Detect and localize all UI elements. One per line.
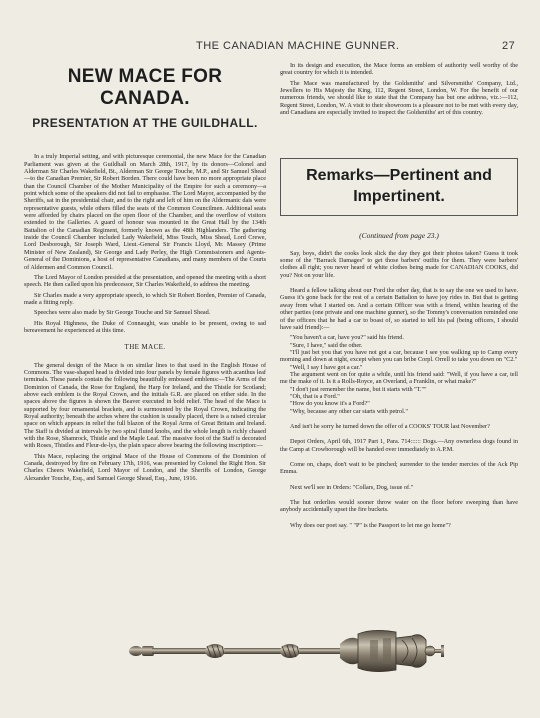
ceremonial-mace-icon — [0, 626, 540, 676]
article-paragraph: The Mace was manufactured by the Goldsmiths' and Silversmiths' Company, Ltd., Jewellers to His Majesty the King, 112, Regent Street, London, W. For the benefit of our numerous friends, we should like to state that the Company has but one address, viz.:—112, Regent Street, London, W. A visit to their showroom is a pleasure not to be met with every day, and Canadians are especially invited to inspect the Goldsmiths' art of this country. — [280, 79, 518, 117]
continued-note: (Continued from page 23.) — [359, 231, 439, 241]
remarks-paragraph: And isn't he sorry he turned down the offer of a COOKS' TOUR last November? — [290, 422, 490, 430]
dialogue-line: "Well, I say I have got a car." — [290, 363, 363, 371]
dialogue-line: "Oh, that is a Ford." — [290, 392, 340, 400]
dialogue-line: "You haven't a car, have you?" said his friend. — [290, 334, 404, 342]
dialogue-line: "I'll just bet you that you have not got a car, because I see you walking up to Camp every morning and down at night, except when you can bribe Corpl. Orrell to take you down on "C2." — [280, 348, 518, 364]
dialogue-line: "Sure, I have," said the other. — [290, 341, 363, 349]
section-heading: THE MACE. — [124, 343, 166, 352]
remarks-title-box: Remarks—Pertinent and Impertinent. — [280, 158, 518, 216]
remarks-paragraph: Come on, chaps, don't wait to be pinched; surrender to the tender mercies of the Ack Pip Emma. — [280, 461, 518, 476]
remarks-paragraph: Next we'll see in Orders: "Collars, Dog, issue of." — [290, 483, 414, 491]
running-title: THE CANADIAN MACHINE GUNNER. — [196, 40, 400, 52]
article-paragraph: The Lord Mayor of London presided at the presentation, and opened the meeting with a short speech. He then called upon his predecessor, Sir Charles Wakefield, to address the meeting. — [24, 273, 266, 289]
remarks-paragraph: Say, boys, didn't the cooks look slick the day they got their photos taken? Guess it took some of the "Barrack Damages" to get those barbers' outfits for them. They were barbers' clothes all right; you never heard of white clothes being made for CANADIAN COOKS, did you? Not on your life. — [280, 249, 518, 279]
article-paragraph: In its design and execution, the Mace forms an emblem of authority well worthy of the great country for which it is intended. — [280, 62, 518, 77]
dialogue-line: "Why, because any other car starts with petrol." — [290, 407, 408, 415]
remarks-paragraph: Why does our poet say. " "P" is the Passport to let me go home"? — [290, 521, 451, 529]
mace-description: The general design of the Mace is on similar lines to that used in the English House of Commons. The vase-shaped head is divided into four panels by female figures with acanthus leaf terminals. These panels contain the following beautifully embossed emblems:—The Arms of the Dominion of Canada, the Rose for England, the Harp for Ireland, and the Thistle for Scotland; above each emblem is the Royal Crown, and the initials G.R. are placed on either side. In the spaces above the figures is shown the Beaver executed in bold relief. The head of the Mace is supported by four ornamental brackets, and is surmounted by the Royal Crown, indicating the Royal authority; beneath the arches where the cushion is usually placed, there is a raised circular space on which appears in relief the full blazon of the Royal Arms of Great Britain and Ireland. The Staff is divided at intervals by two spiral fluted knobs, and the whole length is richly chased with the Rose, Shamrock, Thistle and the Maple Leaf. The massive foot of the Staff is decorated with Roses, Thistles and Fleur-de-lys, the plain space above bearing the following inscription:— — [24, 361, 266, 450]
page-number: 27 — [502, 40, 516, 52]
mace-inscription: This Mace, replacing the original Mace of the House of Commons of the Dominion of Canada, destroyed by fire on February 17th, 1916, was presented by Colonel the Right Hon. Sir Charles Cheers Wakefield, Lord Mayor of London, and the Sheriffs of London, George Alexander Touche, Esq., and Samuel George Shead, Esq., June, 1916. — [24, 452, 266, 482]
article-paragraph: Speeches were also made by Sir George Touche and Sir Samuel Shead. — [34, 309, 211, 317]
article-headline: NEW MACE FOR CANADA. — [67, 66, 223, 109]
remarks-paragraph: Heard a fellow talking about our Ford the other day, that is to say the one we used to have. Guess it's gone back for the rest of a certain Battalion to have joy rides in. But that is getting away from what I started on. And a certain Officer was with a friend, within hearing of the other parties (one private and one machine gunner), so the Tommy's conversation reminded one of the officers that he had a car to boast of, so started to tell his pal (being officers, I should have said friend):— — [280, 287, 518, 331]
mace-illustration — [0, 626, 540, 676]
article-paragraph: Sir Charles made a very appropriate speech, to which Sir Robert Borden, Premier of Canada, made a fitting reply. — [24, 291, 266, 306]
remarks-paragraph: The hut orderlies would sooner throw water on the floor before sweeping than have anybody accidentally upset the fire buckets. — [280, 499, 518, 514]
article-subheadline: PRESENTATION AT THE GUILDHALL. — [32, 116, 258, 130]
dialogue-line: "How do you know it's a Ford?" — [290, 400, 370, 408]
right-column — [280, 62, 518, 532]
remarks-paragraph: Depot Orders, April 6th, 1917 Part 1, Para. 714:::::: Dogs.—Any ownerless dogs found in the Camp at Crowborough will be handed over immediately to A.P.M. — [280, 438, 518, 453]
running-header — [0, 40, 540, 54]
dialogue-line: The argument went on for quite a while, until his friend said: "Well, if you have a car, tell me the make of it. Is it a Rolls-Royce, an Overland, a Franklin, or what make?" — [280, 370, 518, 386]
dialogue-line: "I don't just remember the name, but it starts with "T."" — [290, 385, 427, 393]
article-paragraph: His Royal Highness, the Duke of Connaught, was unable to be present, owing to sad bereavement he experienced at this time. — [24, 319, 266, 334]
article-paragraph: In a truly Imperial setting, and with picturesque ceremonial, the new Mace for the Canadian Parliament was given at the Guildhall on March 28th, 1917, by its donors—Colonel and Alderman Sir Charles Wakefield, Bt., Alderman Sir George Touche, M.P., and Sir Samuel Shead—to the Canadian Premier, Sir Robert Borden. There could have been no more appropriate place than the Council Chamber of the Mother Municipality of the Empire for such a ceremony—a point which some of the speakers did not fail to emphasise. The Lord Mayor, accompanied by the Sheriffs, sat in the presidential chair, and to the right and left of him on the Aldermanic dais were representative guests, while others filled the seats of the Common Councilmen. Additional seats were afforded by chairs placed on the open floor of the Chamber, and the overflow of visitors extended to the Galleries. A guard of honour was mounted in the Great Hall by the 134th Battalion of the Canadian Regiment, formerly known as the 48th Highlanders. The gathering inside the Council Chamber included Lady Wakefield, Miss Touch, Miss Shead, Lord Crewe, Lord Desborough, Sir Joseph Ward, Lieut.-General Sir Francis Lloyd, Mr. Massey (Prime Minister of New Zealand), Sir George and Lady Perley, the High Commissioners and Agents-General of the Dominions, a host of representative Canadians, and many members of the Courts of Aldermen and Common Council. — [24, 153, 266, 271]
left-column — [24, 62, 266, 485]
